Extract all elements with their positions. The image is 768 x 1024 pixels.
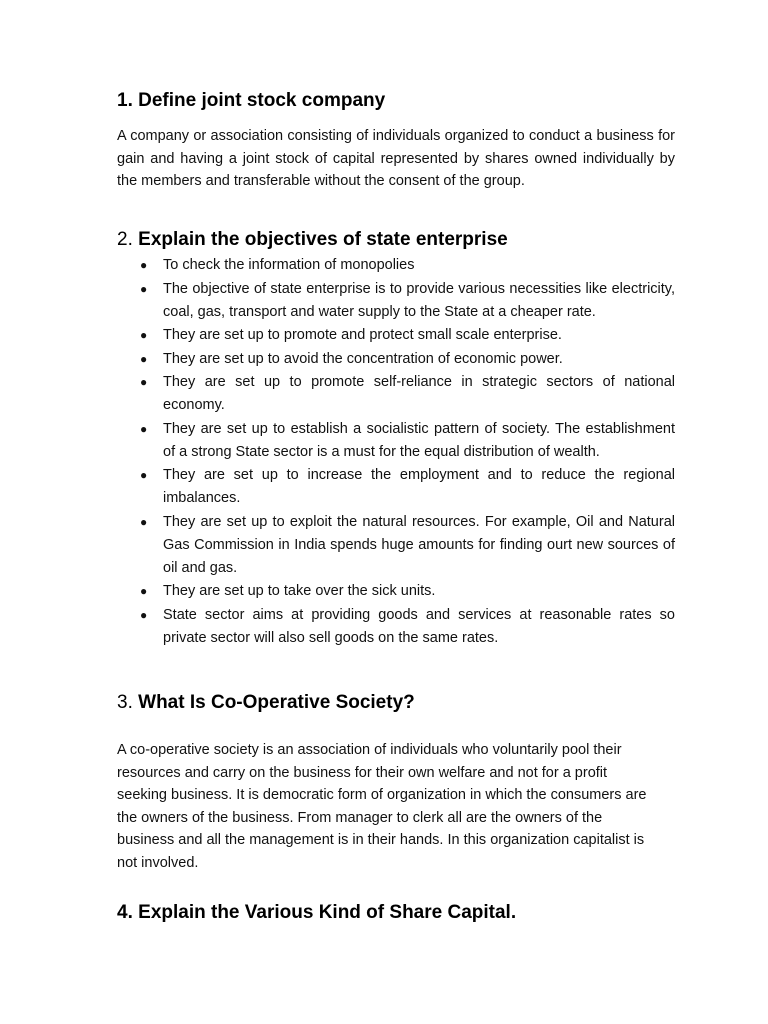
list-item: ● State sector aims at providing goods and services at reasonable rates so private sector will also sell goods on the same rates. (117, 604, 675, 650)
bullet-icon: ● (140, 607, 148, 622)
bullet-icon: ● (140, 375, 148, 389)
section-1-heading (117, 89, 385, 113)
bullet-icon: ● (140, 468, 148, 482)
bullet-icon: ● (140, 281, 148, 296)
section-1-number: 1. (117, 90, 133, 111)
list-item: ● They are set up to avoid the concentration of economic power. (117, 348, 675, 371)
list-item: ● They are set up to establish a socialistic pattern of society. The establishment of a strong State sector is a must for the equal distribution of wealth. (117, 418, 675, 464)
list-item: ● They are set up to promote and protect small scale enterprise. (117, 324, 675, 347)
section-3-body: A co-operative society is an association of individuals who voluntarily pool their resources and carry on the business for their own welfare and not for a profit seeking business. It is democratic form of organization in which the consumers are the owners of the business. From manager to clerk all are the owners of the business and all the management is in their hands. In this organization capitalist is not involved. (117, 742, 647, 871)
bullet-icon: ● (140, 328, 148, 342)
section-1-body: A company or association consisting of individuals organized to conduct a business for gain and having a joint stock of capital represented by shares owned individually by the members and transferable without the consent of the group. (117, 128, 675, 189)
bullet-icon: ● (140, 584, 148, 598)
section-3-number: 3. (117, 692, 133, 713)
section-4-number: 4. (117, 902, 133, 923)
list-item: ● They are set up to exploit the natural resources. For example, Oil and Natural Gas Commission in India spends huge amounts for finding ourt new sources of oil and gas. (117, 511, 675, 580)
list-item: ● They are set up to increase the employment and to reduce the regional imbalances. (117, 464, 675, 510)
section-2-heading (117, 228, 508, 252)
section-1-title: Define joint stock company (138, 90, 386, 111)
bullet-icon: ● (140, 421, 148, 436)
section-3-title: What Is Co-Operative Society? (138, 692, 415, 713)
list-item: ● To check the information of monopolies (117, 254, 675, 277)
section-4-title: Explain the Various Kind of Share Capital. (138, 902, 517, 923)
bullet-icon: ● (140, 351, 148, 366)
list-item: ● The objective of state enterprise is to provide various necessities like electricity, coal, gas, transport and water supply to the State at a cheaper rate. (117, 278, 675, 324)
bullet-icon: ● (140, 258, 148, 272)
objectives-list (117, 254, 675, 650)
section-2-title: Explain the objectives of state enterprise (138, 229, 508, 250)
list-item: ● They are set up to promote self-reliance in strategic sectors of national economy. (117, 371, 675, 417)
bullet-icon: ● (140, 514, 148, 529)
section-3-heading (117, 691, 415, 715)
section-2-number: 2. (117, 229, 133, 250)
list-item: ● They are set up to take over the sick units. (117, 580, 675, 603)
section-4-heading (117, 901, 516, 925)
